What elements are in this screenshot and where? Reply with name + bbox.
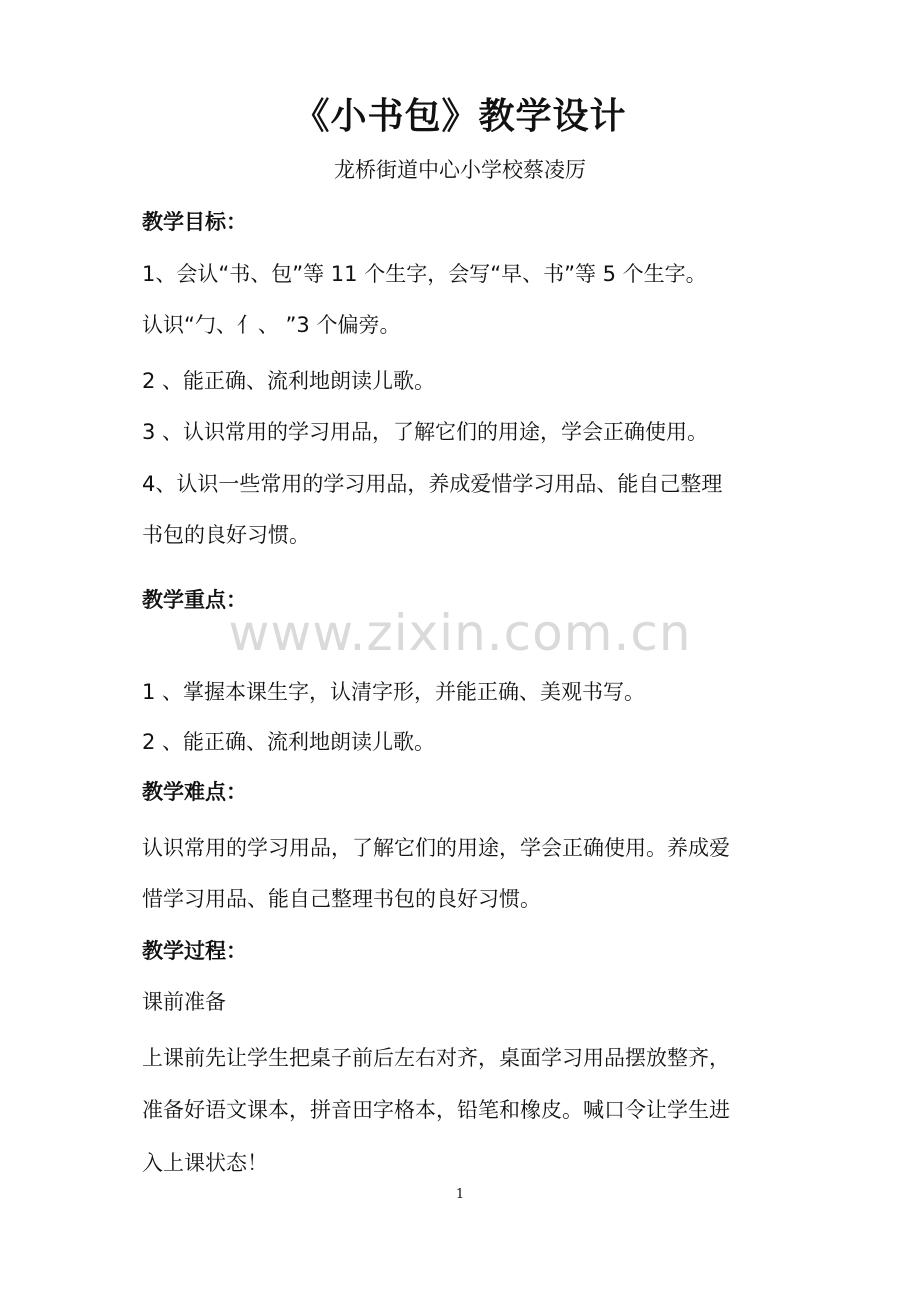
difficulties-heading: 教学难点：	[142, 780, 247, 804]
process-subheading: 课前准备	[142, 990, 226, 1014]
process-line: 入上课状态！	[142, 1151, 268, 1175]
objectives-heading: 教学目标：	[142, 210, 247, 234]
author-line: 龙桥街道中心小学校蔡凌厉	[334, 158, 586, 182]
process-line: 上课前先让学生把桌子前后左右对齐，桌面学习用品摆放整齐，	[142, 1046, 730, 1070]
watermark: www.zixin.com.cn	[228, 604, 692, 662]
process-line: 准备好语文课本，拼音田字格本，铅笔和橡皮。喊口令让学生进	[142, 1098, 730, 1122]
key-point-line: 2 、能正确、流利地朗读儿歌。	[142, 730, 436, 754]
objective-line: 1、会认“书、包”等 11 个生字，会写“早、书”等 5 个生字。	[142, 262, 707, 286]
process-heading: 教学过程：	[142, 939, 247, 963]
page-number: 1	[455, 1187, 465, 1202]
difficulty-line: 惜学习用品、能自己整理书包的良好习惯。	[142, 887, 541, 911]
objective-line: 3 、认识常用的学习用品，了解它们的用途，学会正确使用。	[142, 420, 709, 444]
key-point-line: 1 、掌握本课生字，认清字形，并能正确、美观书写。	[142, 680, 646, 704]
key-points-heading: 教学重点：	[142, 588, 247, 612]
objective-line: 4、认识一些常用的学习用品，养成爱惜学习用品、能自己整理	[142, 472, 723, 496]
objective-line: 书包的良好习惯。	[142, 523, 310, 547]
objective-line: 2 、能正确、流利地朗读儿歌。	[142, 369, 436, 393]
document-title: 《小书包》教学设计	[293, 96, 627, 137]
difficulty-line: 认识常用的学习用品，了解它们的用途，学会正确使用。养成爱	[142, 836, 730, 860]
objective-line: 认识“勹、亻、 ”3 个偏旁。	[142, 313, 401, 337]
